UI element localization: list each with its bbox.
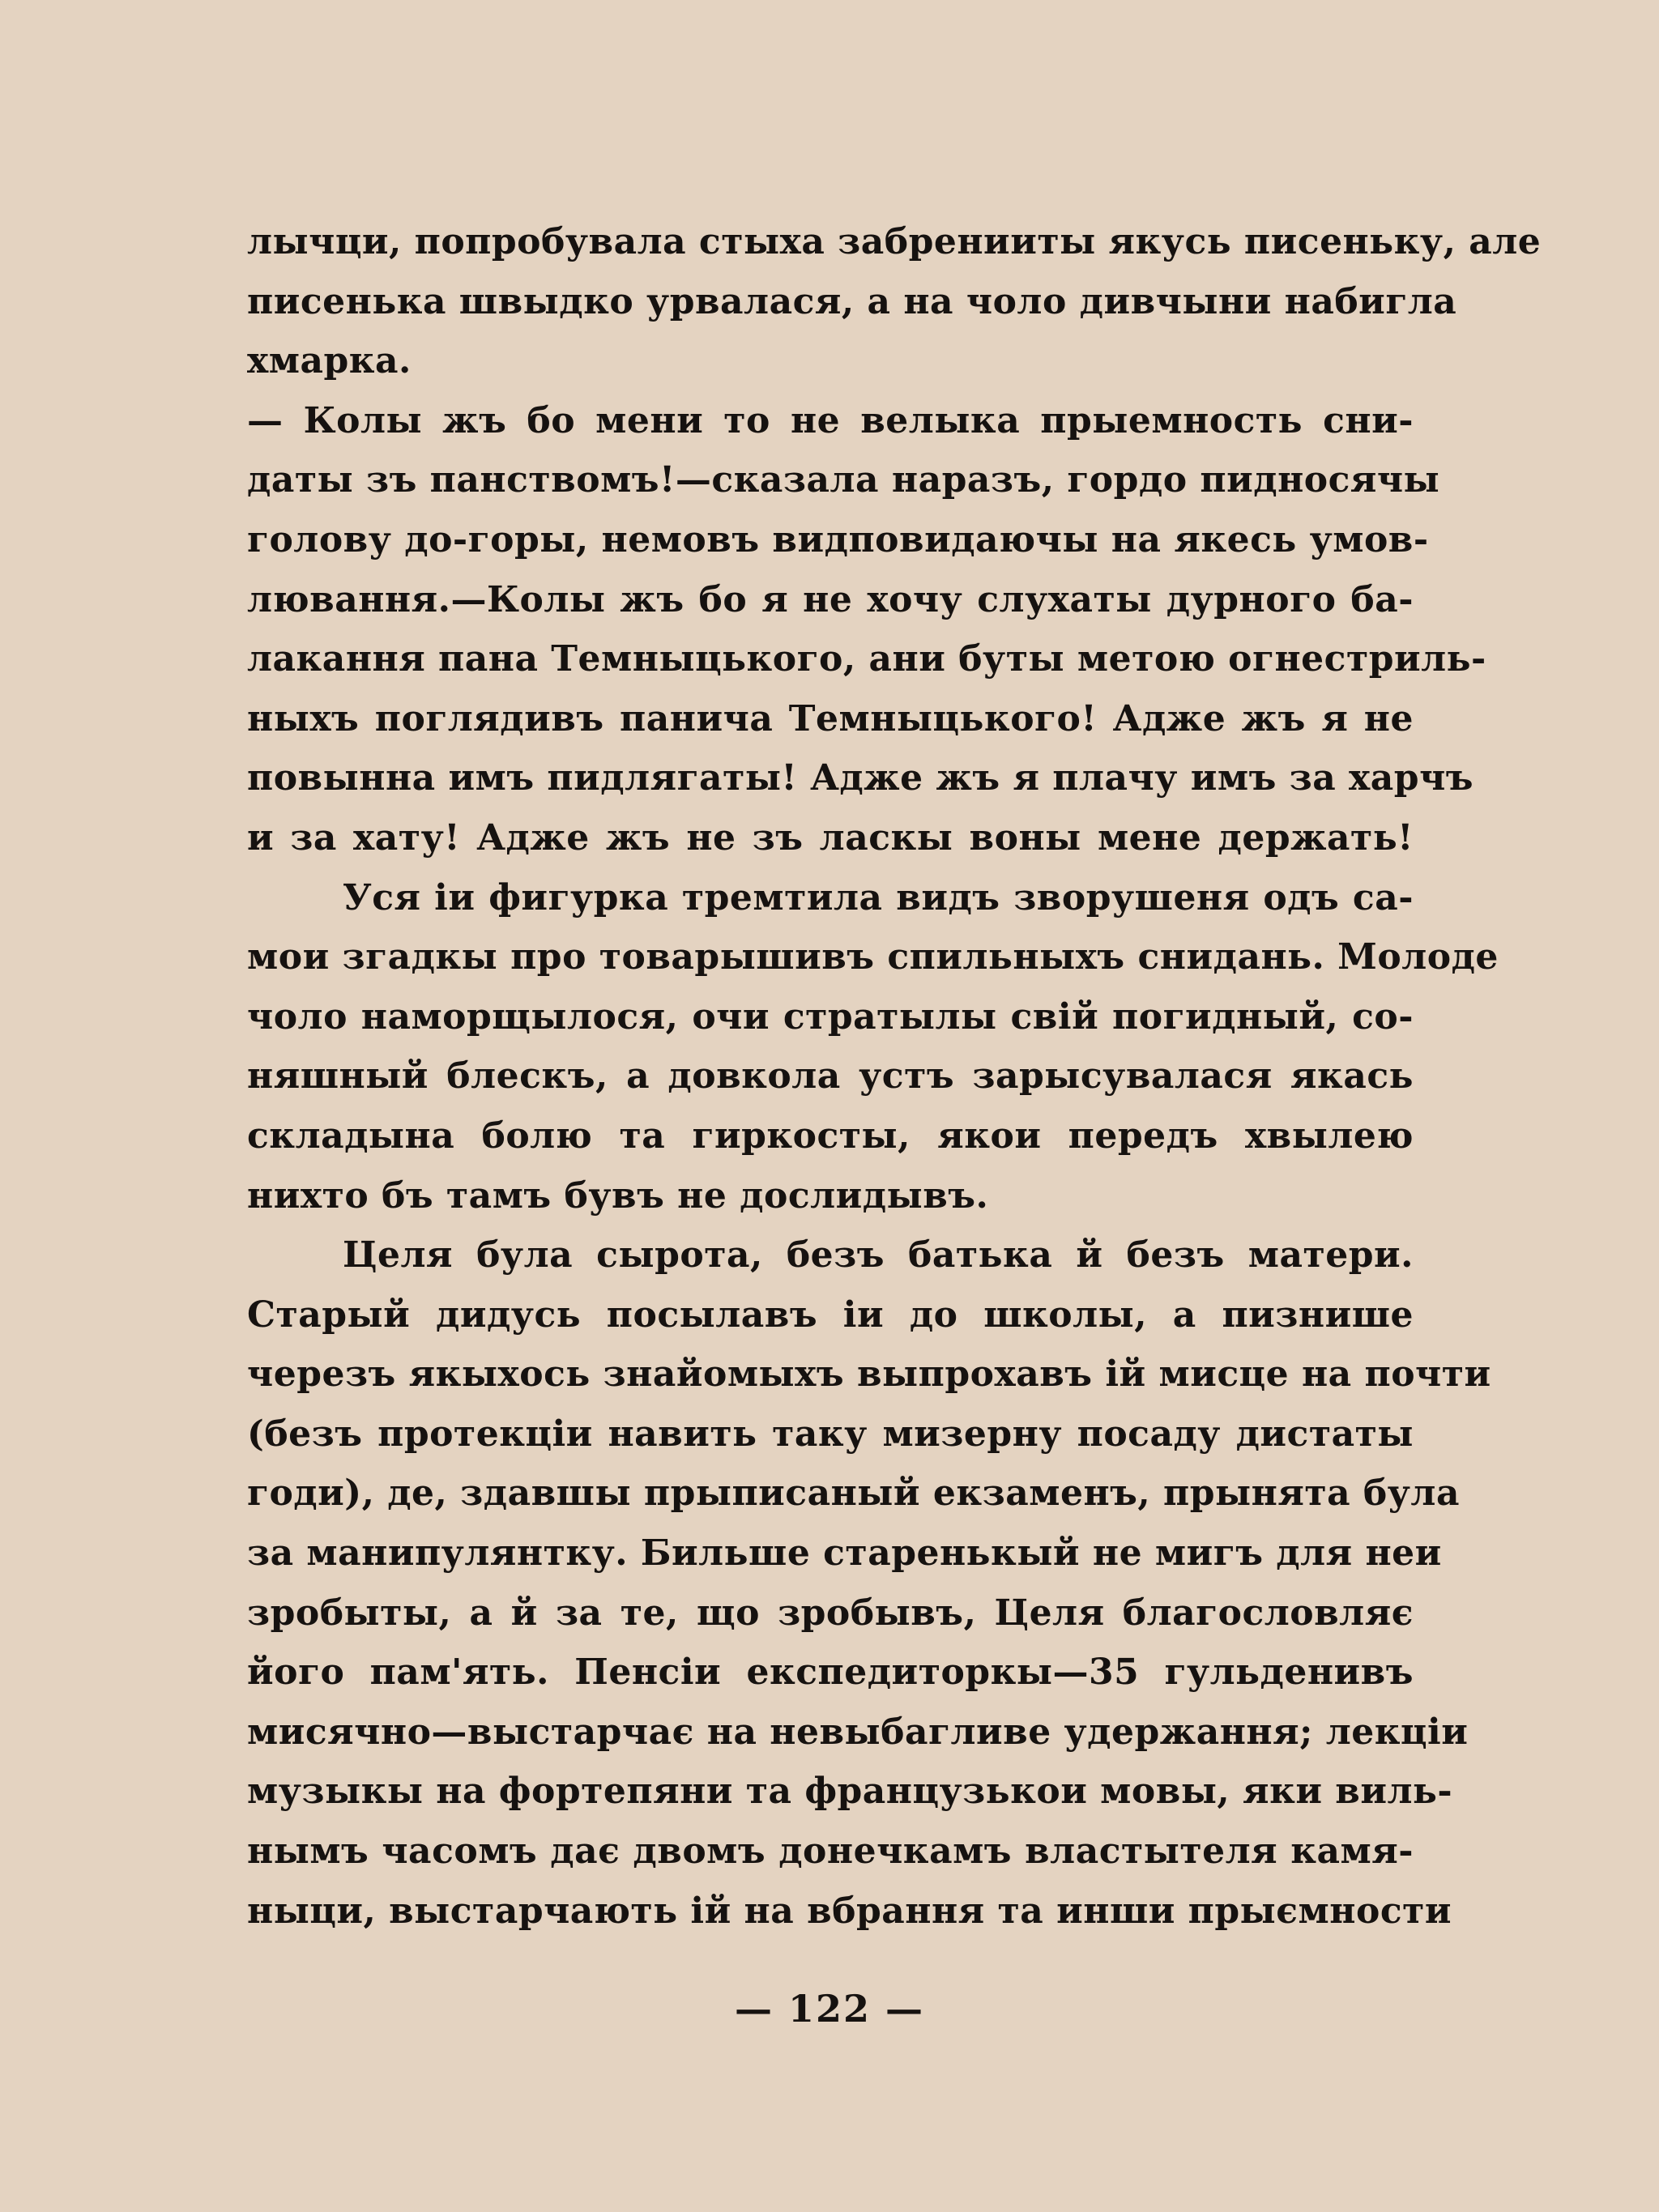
text-line: нымъ часомъ дає двомъ донечкамъ властытеля камя-	[247, 1831, 1414, 1873]
text-line: за манипулянтку. Бильше старенькый не мигъ для неи	[247, 1532, 1442, 1575]
text-line: складына болю та гиркосты, якои передъ хвылею	[247, 1115, 1414, 1157]
text-line: чоло наморщылося, очи стратылы свій погидный, со-	[247, 995, 1414, 1038]
text-line: черезъ якыхось знайомыхъ выпрохавъ ій мисце на почти	[247, 1353, 1491, 1396]
text-line: мои згадкы про товарышивъ спильныхъ снидань. Молоде	[247, 936, 1499, 978]
body-text	[247, 212, 1542, 1941]
text-line: ныци, выстарчають ій на вбрання та инши прыємности	[247, 1890, 1452, 1932]
text-line: ныхъ поглядивъ панича Темныцького! Адже жъ я не	[247, 697, 1414, 739]
paragraph	[247, 868, 1499, 1226]
text-line: Уся іи фигурка тремтила видъ зворушеня одъ са-	[343, 876, 1414, 918]
paragraph	[247, 391, 1486, 868]
text-line: Целя була сырота, безъ батька й безъ матери.	[343, 1234, 1414, 1276]
text-line: музыкы на фортепяни та французькои мовы, яки виль-	[247, 1771, 1453, 1813]
paragraph	[247, 212, 1542, 391]
text-line: повынна имъ пидлягаты! Адже жъ я плачу имъ за харчъ	[247, 757, 1474, 799]
text-line: зробыты, а й за те, що зробывъ, Целя благословляє	[247, 1592, 1414, 1634]
text-line: його пам'ять. Пенсіи експедиторкы—35 гульденивъ	[247, 1652, 1414, 1694]
text-line: — Колы жъ бо мени то не велыка прыемность сни-	[247, 399, 1414, 441]
text-line: лычци, попробувала стыха забренииты якусь писеньку, але	[247, 221, 1542, 262]
text-line: Старый дидусь посылавъ іи до школы, а пизнише	[247, 1294, 1414, 1336]
page-number: — 122 —	[734, 1987, 925, 2031]
text-line: писенька швыдко урвалася, а на чоло дивчыни набигла	[247, 280, 1457, 322]
text-line: мисячно—выстарчає на невыбагливе удержання; лекціи	[247, 1711, 1469, 1753]
text-line: голову до-горы, немовъ видповидаючы на якесь умов-	[247, 518, 1429, 560]
text-line: нихто бъ тамъ бувъ не дослидывъ.	[247, 1174, 989, 1217]
text-line: няшный блескъ, а довкола устъ зарысувалася якась	[247, 1055, 1414, 1097]
text-line: хмарка.	[247, 340, 412, 382]
text-line: лакання пана Темныцького, ани буты метою огнестриль-	[247, 638, 1486, 680]
text-line: даты зъ панствомъ!—сказала наразъ, гордо пидносячы	[247, 459, 1440, 501]
text-line: годи), де, здавшы прыписаный екзаменъ, прынята була	[247, 1473, 1460, 1515]
text-line: и за хату! Адже жъ не зъ ласкы воны мене держать!	[247, 816, 1414, 859]
text-line: лювання.—Колы жъ бо я не хочу слухаты дурного ба-	[247, 578, 1414, 620]
text-line: (безъ протекціи навить таку мизерну посаду дистаты	[247, 1413, 1414, 1455]
paragraph	[247, 1225, 1491, 1941]
